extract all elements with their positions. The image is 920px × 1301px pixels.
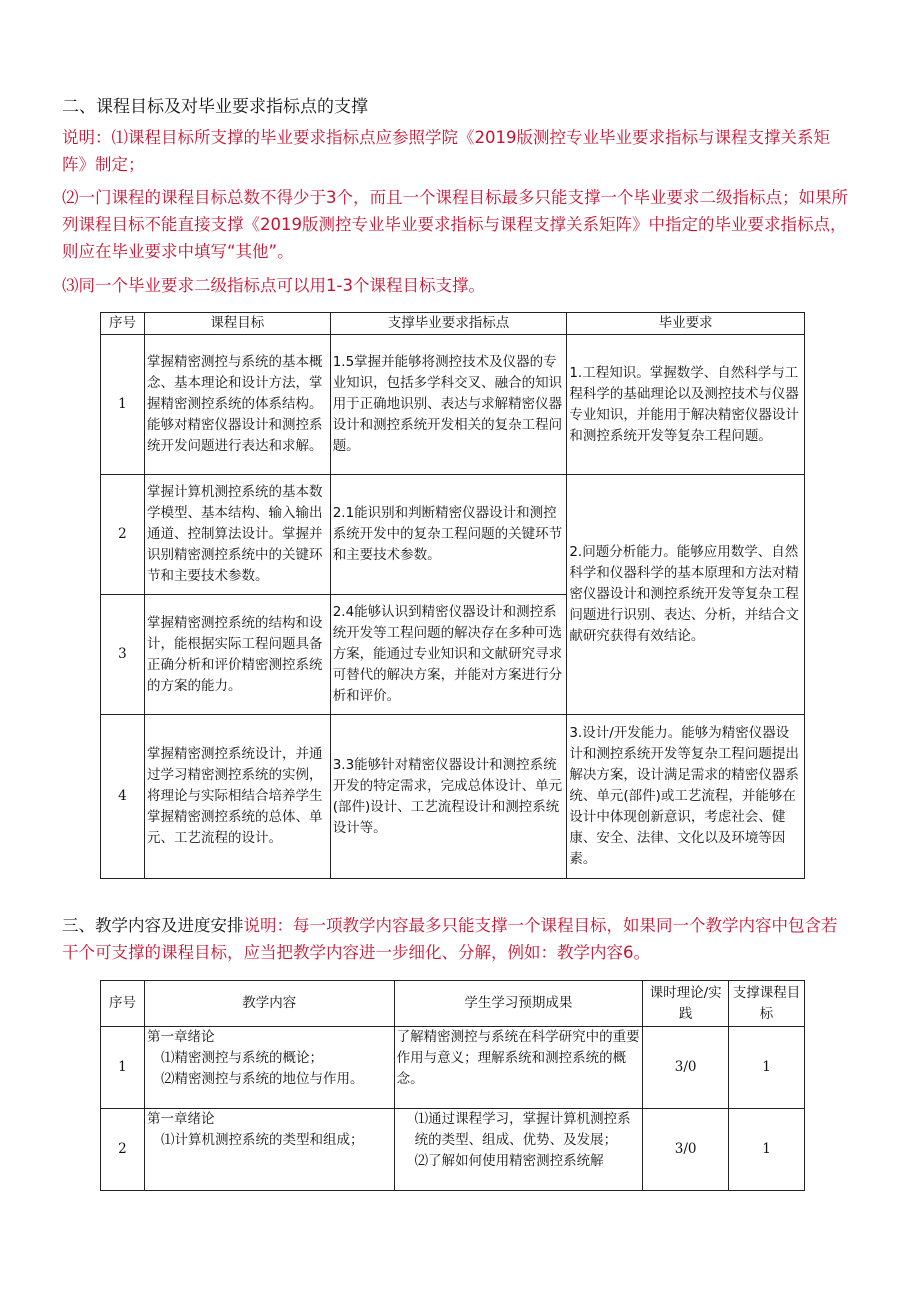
note-3: ⑶同一个毕业要求二级指标点可以用1-3个课程目标支撑。 xyxy=(62,276,485,295)
row-outcome: 了解精密测控与系统在科学研究中的重要作用与意义；理解系统和测控系统的概念。 xyxy=(394,1027,643,1109)
content-item: ⑴精密测控与系统的概论； xyxy=(160,1050,323,1066)
teaching-content-table xyxy=(100,980,805,1191)
section3-heading: 三、教学内容及进度安排 xyxy=(62,916,244,935)
table-row xyxy=(101,1027,805,1109)
header-point: 支撑毕业要求指标点 xyxy=(330,313,567,335)
row-content xyxy=(144,1027,394,1109)
table-row xyxy=(101,1109,805,1191)
row-content xyxy=(144,1109,394,1191)
row-goal: 掌握精密测控系统的结构和设计，能根据实际工程问题具备正确分析和评价精密测控系统的方案的能力。 xyxy=(144,595,330,715)
row-req: 3.设计/开发能力。能够为精密仪器设计和测控系统开发等复杂工程问题提出解决方案，设计满足需求的精密仪器系统、单元(部件)或工艺流程，并能够在设计中体现创新意识，考虑社会、健康、安全、法律、文化以及环境等因素。 xyxy=(567,715,805,879)
row-seq: 1 xyxy=(101,335,145,475)
header-target: 支撑课程目标 xyxy=(729,981,805,1027)
header-req: 毕业要求 xyxy=(567,313,805,335)
row-goal: 掌握精密测控系统设计，并通过学习精密测控系统的实例，将理论与实际相结合培养学生掌握精密测控系统的总体、单元、工艺流程的设计。 xyxy=(144,715,330,879)
row-goal: 掌握计算机测控系统的基本数学模型、基本结构、输入输出通道、控制算法设计。掌握并识别精密测控系统中的关键环节和主要技术参数。 xyxy=(144,475,330,595)
course-goals-table xyxy=(100,312,805,879)
header-outcome: 学生学习预期成果 xyxy=(394,981,643,1027)
row-point: 3.3能够针对精密仪器设计和测控系统开发的特定需求，完成总体设计、单元(部件)设计、工艺流程设计和测控系统设计等。 xyxy=(330,715,567,879)
row-seq: 2 xyxy=(101,1109,145,1191)
row-target: 1 xyxy=(729,1109,805,1191)
table-row xyxy=(101,475,805,595)
row-seq: 3 xyxy=(101,595,145,715)
row-outcome xyxy=(394,1109,643,1191)
row-hours: 3/0 xyxy=(643,1109,729,1191)
note-1: 说明：⑴课程目标所支撑的毕业要求指标点应参照学院《2019版测控专业毕业要求指标与课程支撑关系矩阵》制定； xyxy=(62,128,830,174)
header-goal: 课程目标 xyxy=(144,313,330,335)
table-row xyxy=(101,335,805,475)
row-point: 2.1能识别和判断精密仪器设计和测控系统开发中的复杂工程问题的关键环节和主要技术参数。 xyxy=(330,475,567,595)
row-point: 2.4能够认识到精密仪器设计和测控系统开发等工程问题的解决存在多种可选方案，能通过专业知识和文献研究寻求可替代的解决方案，并能对方案进行分析和评价。 xyxy=(330,595,567,715)
header-seq: 序号 xyxy=(101,313,145,335)
content-title: 第一章绪论 xyxy=(146,1111,215,1127)
table-row xyxy=(101,715,805,879)
row-req: 1.工程知识。掌握数学、自然科学与工程科学的基础理论以及测控技术与仪器专业知识，并能用于解决精密仪器设计和测控系统开发等复杂工程问题。 xyxy=(567,335,805,475)
header-content: 教学内容 xyxy=(144,981,394,1027)
content-title: 第一章绪论 xyxy=(146,1029,215,1045)
header-seq: 序号 xyxy=(101,981,145,1027)
outcome-item: ⑴通过课程学习，掌握计算机测控系统的类型、组成、优势、及发展； xyxy=(414,1111,631,1148)
row-point: 1.5掌握并能够将测控技术及仪器的专业知识，包括多学科交叉、融合的知识用于正确地识别、表达与求解精密仪器设计和测控系统开发相关的复杂工程问题。 xyxy=(330,335,567,475)
row-target: 1 xyxy=(729,1027,805,1109)
row-req-merged: 2.问题分析能力。能够应用数学、自然科学和仪器科学的基本原理和方法对精密仪器设计和测控系统开发等复杂工程问题进行识别、表达、分析，并结合文献研究获得有效结论。 xyxy=(567,475,805,715)
header-hours: 课时理论/实践 xyxy=(643,981,729,1027)
section3-paragraph xyxy=(62,912,852,966)
outcome-item: ⑵了解如何使用精密测控系统解 xyxy=(414,1153,604,1169)
table-header-row xyxy=(101,313,805,335)
row-seq: 1 xyxy=(101,1027,145,1109)
row-seq: 2 xyxy=(101,475,145,595)
row-seq: 4 xyxy=(101,715,145,879)
content-item: ⑴计算机测控系统的类型和组成； xyxy=(160,1132,364,1148)
section2-heading: 二、课程目标及对毕业要求指标点的支撑 xyxy=(62,97,368,117)
content-item: ⑵精密测控与系统的地位与作用。 xyxy=(160,1071,364,1087)
table-header-row xyxy=(101,981,805,1027)
note-2: ⑵一门课程的课程目标总数不得少于3个，而且一个课程目标最多只能支撑一个毕业要求二级指标点；如果所列课程目标不能直接支撑《2019版测控专业毕业要求指标与课程支撑关系矩阵》中指定的毕业要求指标点，则应在毕业要求中填写“其他”。 xyxy=(62,188,848,261)
row-goal: 掌握精密测控与系统的基本概念、基本理论和设计方法，掌握精密测控系统的体系结构。能够对精密仪器设计和测控系统开发问题进行表达和求解。 xyxy=(144,335,330,475)
row-hours: 3/0 xyxy=(643,1027,729,1109)
section3-note: 说明：每一项教学内容最多只能支撑一个课程目标，如果同一个教学内容中包含若干个可支撑的课程目标，应当把教学内容进一步细化、分解，例如：教学内容6。 xyxy=(62,916,838,962)
